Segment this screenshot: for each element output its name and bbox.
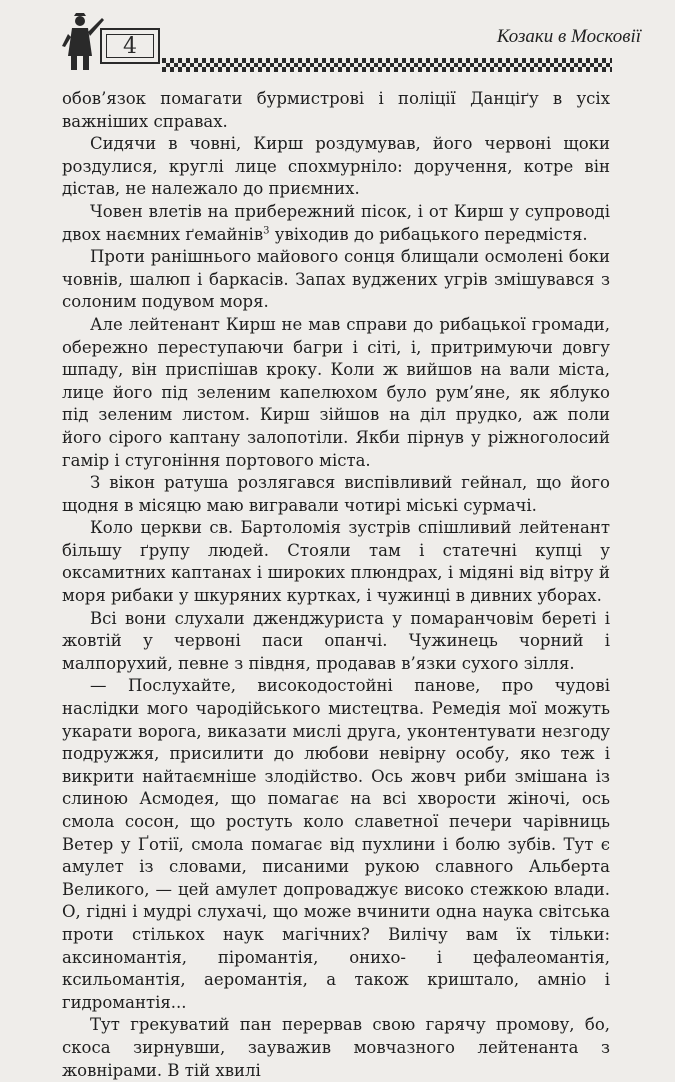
paragraph-text: Човен влетів на прибережний пісок, і от Кирш у супроводі двох наємних ґемайнів — [62, 201, 610, 244]
decorative-border — [162, 58, 612, 72]
page-header — [0, 0, 675, 80]
paragraph: З вікон ратуша розлягався виспівливий гейнал, що його щодня в місяцю маю вигравали чотирі міські сурмачі. — [62, 473, 610, 515]
paragraph: Коло церкви св. Бартоломія зустрів спішливий лейтенант більшу ґрупу людей. Стояли там і статечні купці у оксамитних каптанах і широких плюндрах, і мідяні від вітру й моря рибаки у шкуряних куртках, і чужинці в дивних уборах. — [62, 518, 610, 606]
footnote-marker: 3 — [263, 225, 270, 237]
page-number: 4 — [100, 28, 160, 64]
paragraph: Сидячи в човні, Кирш роздумував, його червоні щоки роздулися, круглі лице спохмурніло: доручення, котре він дістав, не належало до приємних. — [62, 134, 610, 199]
paragraph: — Послухайте, високодостойні панове, про чудові наслідки мого чародійського мистецтва. Ремедія мої можуть укарати ворога, виказати мислі друга, уконтентувати незгоду подружжя, присилити до любови невірну особу, яко теж і викрити найтаємніше злодійство. Ось жовч риби змішана із слиною Асмодея, що помагає на всі хворости жіночі, ось смола сосон, що ростуть коло славетної печери чарівниць Ветер у Ґотії, смола помагає від пухлини і болю зубів. Тут є амулет із словами, писаними рукою славного Альберта Великого, — цей амулет допроваджує високо стежкою влади. О, гідні і мудрі слухачі, що може вчинити одна наука світська проти стількох наук магічних? Вилічу вам їх тільки: аксиномантія, піромантія, онихо- і цефалеомантія, ксильомантія, аеромантія, а також кришталo, амніо і гидромантія... — [62, 676, 610, 1012]
paragraph: Але лейтенант Кирш не мав справи до рибацької громади, обережно переступаючи багри і сіті, і, притримуючи довгу шпаду, він приспішав кроку. Коли ж вийшов на вали міста, лице його під зеленим капелюхом було рум’яне, як яблуко під зеленим листом. Кирш зійшов на діл прудко, аж поли його сірого каптану залопотіли. Якби пірнув у ріжноголосий гамір і стугоніння портового міста. — [62, 314, 610, 470]
paragraph: обов’язок помагати бурмистрові і поліції Данціґу в усіх важніших справах. — [62, 89, 610, 131]
paragraph: Проти ранішнього майового сонця блищали осмолені боки човнів, шалюп і баркасів. Запах вуджених угрів змішувався з солоним подувом моря. — [62, 247, 610, 312]
running-title: Козаки в Московії — [496, 26, 641, 47]
paragraph: Всі вони слухали дженджуриста у помаранчовім береті і жовтій у червоні паси опанчі. Чужинець чорний і малпорухий, певне з півдня, продавав в’язки сухого зілля. — [62, 608, 610, 673]
paragraph — [62, 201, 610, 246]
paragraph: Тут грекуватий пан перервав свою гарячу промову, бо, скоса зирнувши, зауважив мовчазного лейтенанта з жовнірами. В тій хвилі — [62, 1015, 610, 1080]
cossack-figure-icon — [58, 12, 106, 72]
body-text — [62, 88, 610, 1082]
paragraph-text: увіходив до рибацького передмістя. — [269, 224, 588, 244]
